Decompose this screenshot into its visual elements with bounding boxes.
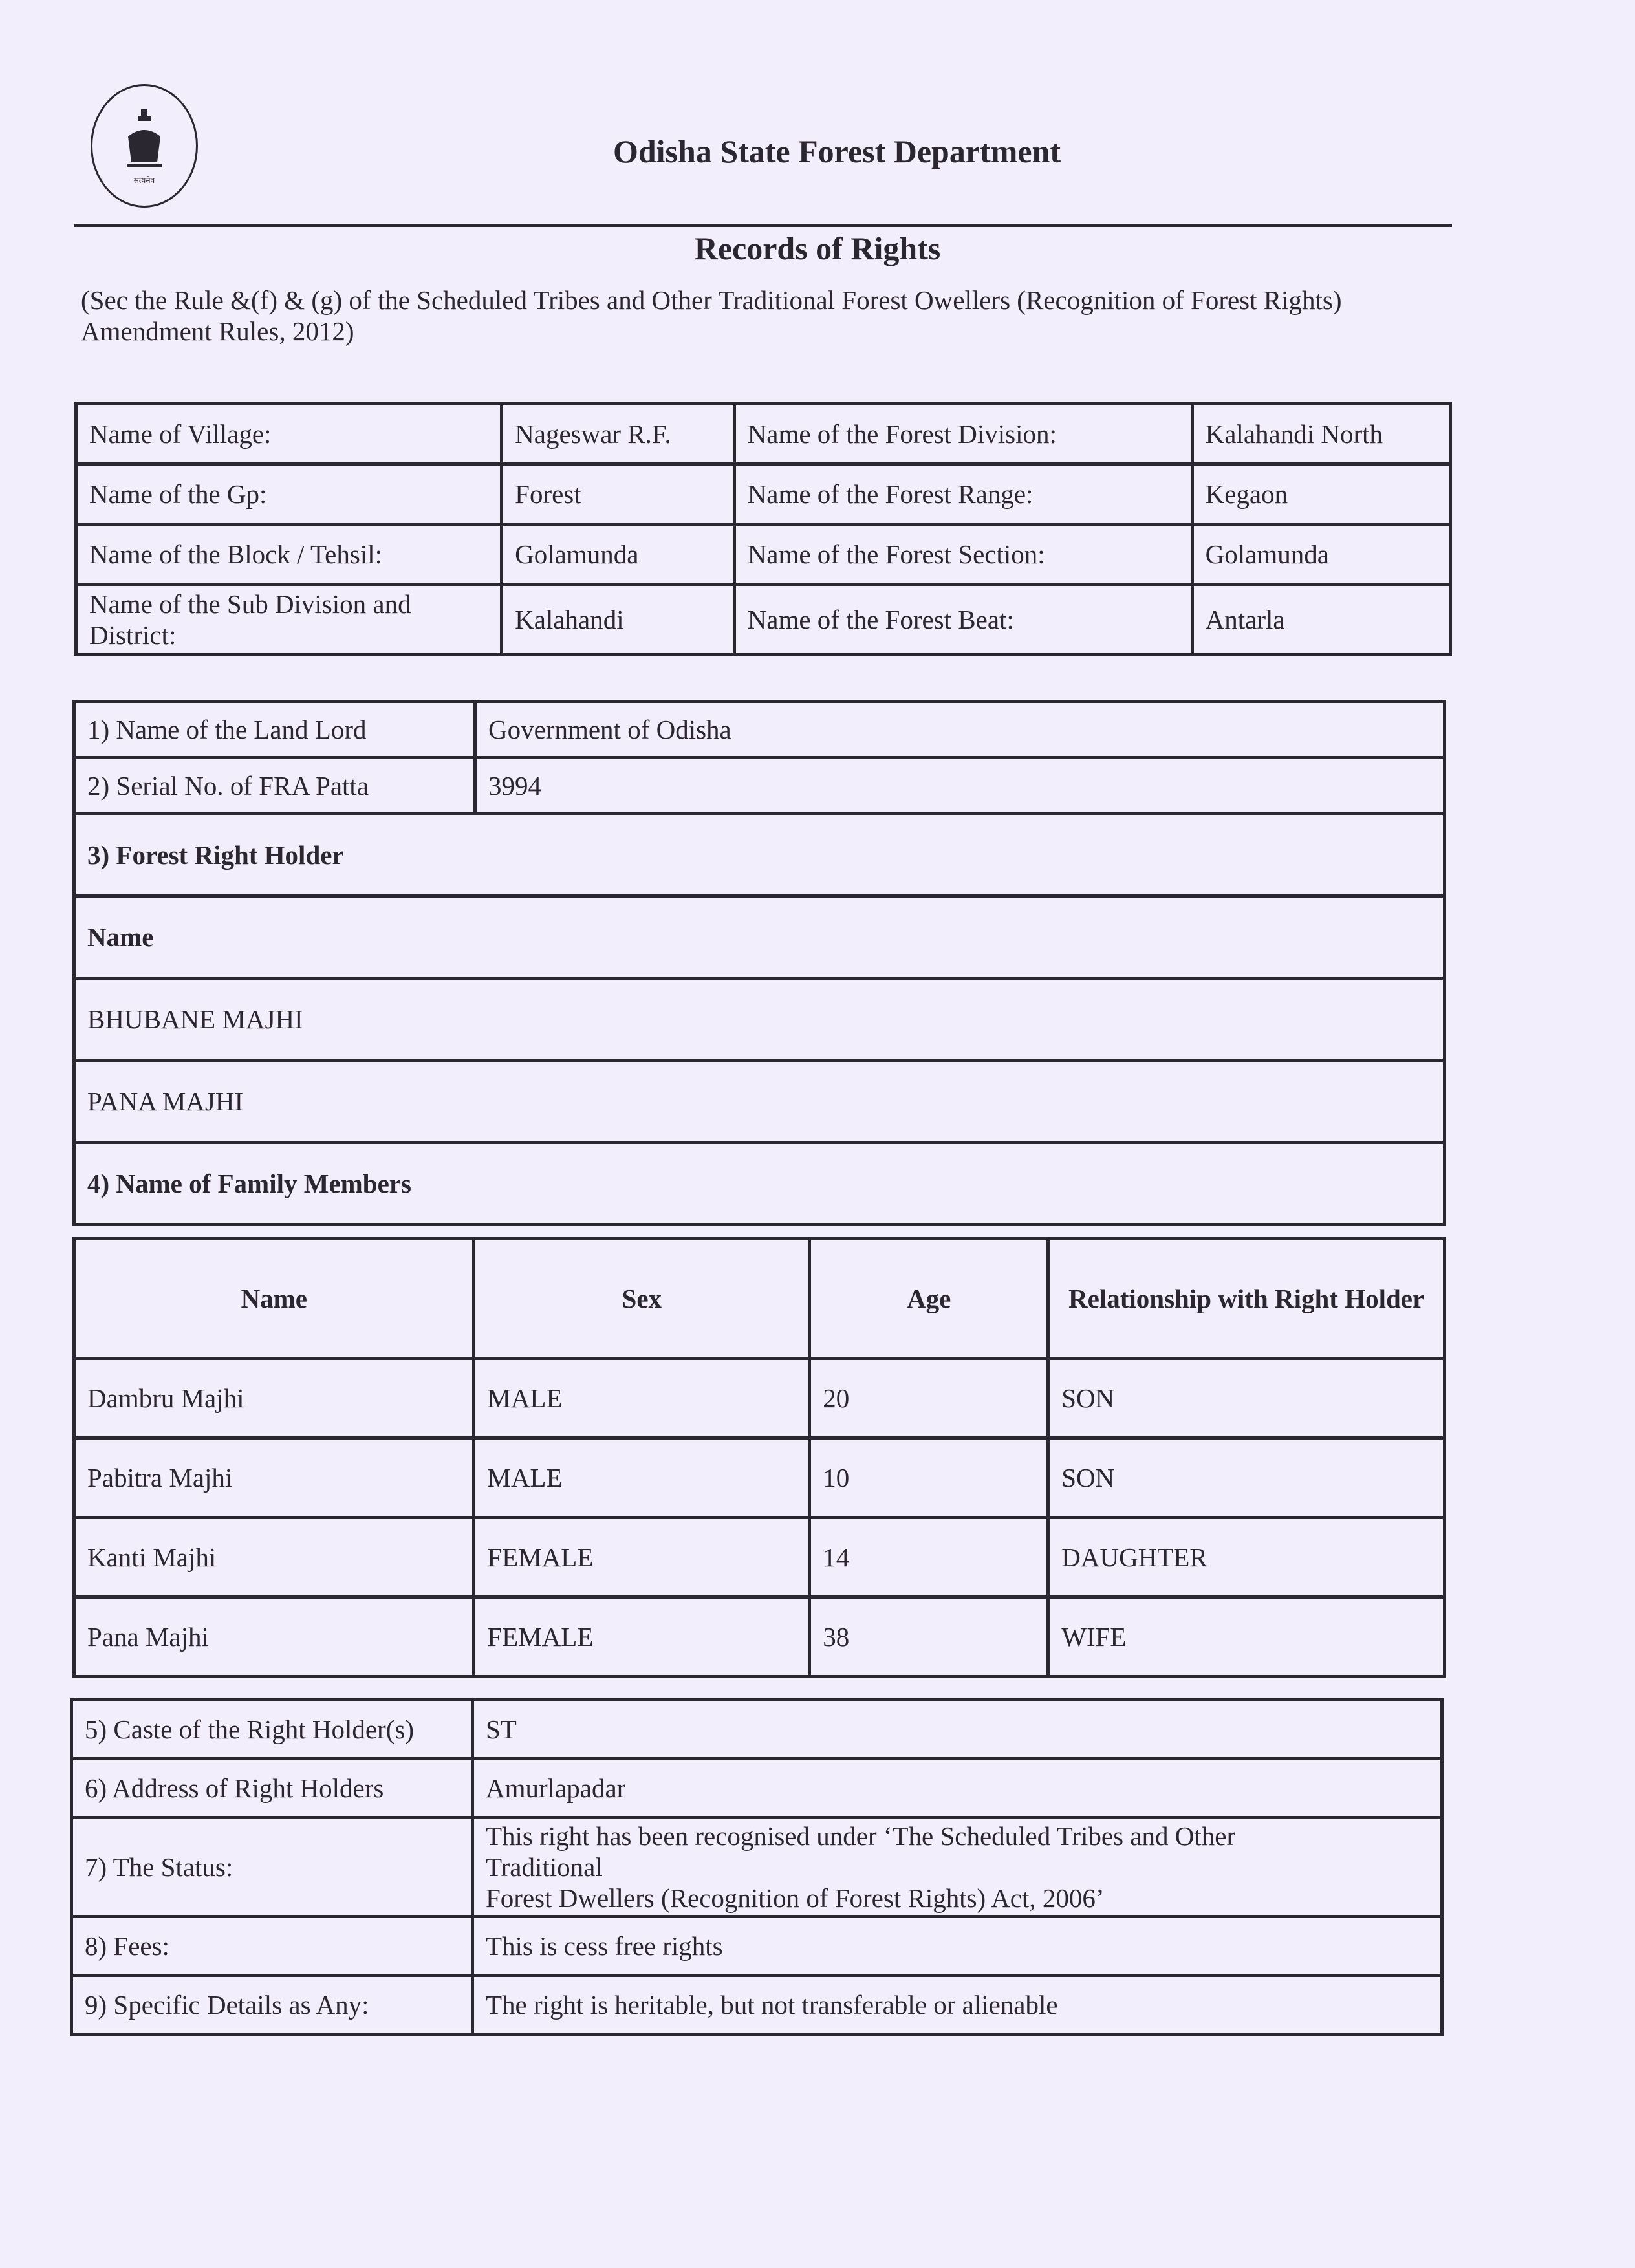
family-members-table [72,1237,1446,1678]
column-header-age: Age [810,1239,1048,1359]
column-header-sex: Sex [474,1239,810,1359]
forest-beat-value: Antarla [1192,585,1450,655]
forest-beat-label: Name of the Forest Beat: [734,585,1192,655]
name-heading: Name [74,896,1445,978]
family-row [74,1597,1445,1677]
family-row [74,1518,1445,1597]
location-row [76,464,1451,524]
sub-division-label: Name of the Sub Division and District: [76,585,502,655]
member-relation: SON [1048,1359,1445,1438]
sub-division-value: Kalahandi [502,585,735,655]
department-title: Odisha State Forest Department [612,133,1061,169]
member-name: Pana Majhi [74,1597,474,1677]
fees-row [72,1917,1442,1976]
status-line: Forest Dwellers (Recognition of Forest Rights) Act, 2006’ [486,1883,1105,1913]
member-name: Pabitra Majhi [74,1438,474,1518]
forest-section-label: Name of the Forest Section: [734,524,1192,585]
holder-name: PANA MAJHI [74,1061,1445,1143]
forest-division-label: Name of the Forest Division: [734,404,1192,464]
forest-range-label: Name of the Forest Range: [734,464,1192,524]
village-label: Name of Village: [76,404,502,464]
specific-details-row [72,1976,1442,2035]
village-value: Nageswar R.F. [502,404,735,464]
family-heading: 4) Name of Family Members [74,1143,1445,1225]
fees-label: 8) Fees: [72,1917,473,1976]
family-row [74,1359,1445,1438]
specific-details-value: The right is heritable, but not transferable or alienable [473,1976,1442,2035]
land-lord-label: 1) Name of the Land Lord [74,702,475,758]
holder-row [74,1061,1445,1143]
family-header-row [74,1239,1445,1359]
location-row [76,524,1451,585]
member-name: Kanti Majhi [74,1518,474,1597]
column-header-name: Name [74,1239,474,1359]
member-sex: MALE [474,1438,810,1518]
serial-label: 2) Serial No. of FRA Patta [74,758,475,814]
record-table [72,700,1446,1226]
member-age: 14 [810,1518,1048,1597]
status-label: 7) The Status: [72,1818,473,1917]
forest-division-value: Kalahandi North [1192,404,1450,464]
fees-value: This is cess free rights [473,1917,1442,1976]
member-age: 38 [810,1597,1048,1677]
specific-details-label: 9) Specific Details as Any: [72,1976,473,2035]
document-title: Records of Rights [694,230,941,266]
forest-section-value: Golamunda [1192,524,1450,585]
block-tehsil-value: Golamunda [502,524,735,585]
right-holder-heading-row [74,814,1445,896]
status-value [473,1818,1442,1917]
holder-row [74,978,1445,1061]
location-table [74,402,1452,656]
svg-text:सत्यमेव: सत्यमेव [133,175,155,185]
member-relation: WIFE [1048,1597,1445,1677]
member-relation: DAUGHTER [1048,1518,1445,1597]
caste-row [72,1700,1442,1759]
member-sex: MALE [474,1359,810,1438]
location-row [76,404,1451,464]
details-table [70,1698,1444,2036]
status-line: This right has been recognised under ‘The Scheduled Tribes and Other [486,1821,1236,1851]
address-label: 6) Address of Right Holders [72,1759,473,1818]
member-sex: FEMALE [474,1518,810,1597]
member-age: 20 [810,1359,1048,1438]
family-heading-row [74,1143,1445,1225]
caste-label: 5) Caste of the Right Holder(s) [72,1700,473,1759]
gp-label: Name of the Gp: [76,464,502,524]
status-line: Traditional [486,1852,603,1882]
header-divider [74,224,1452,227]
address-value: Amurlapadar [473,1759,1442,1818]
member-age: 10 [810,1438,1048,1518]
member-relation: SON [1048,1438,1445,1518]
land-lord-row [74,702,1445,758]
name-heading-row [74,896,1445,978]
serial-value: 3994 [475,758,1445,814]
land-lord-value: Government of Odisha [475,702,1445,758]
block-tehsil-label: Name of the Block / Tehsil: [76,524,502,585]
family-row [74,1438,1445,1518]
status-row [72,1818,1442,1917]
caste-value: ST [473,1700,1442,1759]
column-header-relationship: Relationship with Right Holder [1048,1239,1445,1359]
location-row [76,585,1451,655]
serial-row [74,758,1445,814]
address-row [72,1759,1442,1818]
holder-name: BHUBANE MAJHI [74,978,1445,1061]
member-sex: FEMALE [474,1597,810,1677]
right-holder-heading: 3) Forest Right Holder [74,814,1445,896]
gp-value: Forest [502,464,735,524]
forest-range-value: Kegaon [1192,464,1450,524]
document-subtitle: (Sec the Rule &(f) & (g) of the Scheduled Tribes and Other Traditional Forest Owellers (Recognition of Forest Rights) Amendment Rules, 2012) [81,285,1342,346]
member-name: Dambru Majhi [74,1359,474,1438]
